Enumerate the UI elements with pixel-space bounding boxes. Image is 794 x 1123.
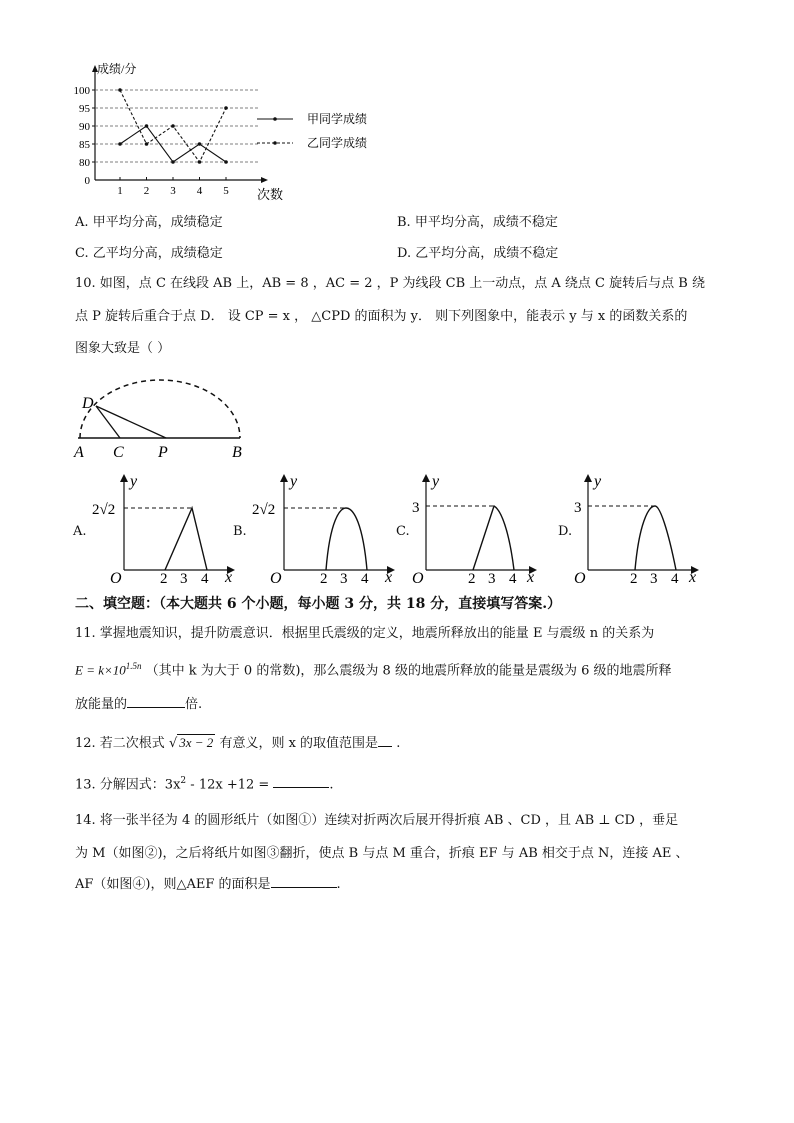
q11-line-2 — [75, 662, 671, 677]
series-jia-point — [145, 124, 149, 128]
series-jia-point — [118, 142, 122, 146]
graph-d-y: y — [594, 473, 602, 490]
graph-b-ymark: 2√2 — [252, 502, 276, 518]
sqrt-sign: √ — [168, 736, 178, 751]
graph-d-curve — [635, 506, 676, 570]
q11-line-3-post: 倍. — [185, 697, 203, 712]
graph-d-x: x — [689, 569, 697, 585]
legend-jia-label: 甲同学成绩 — [307, 112, 368, 126]
q13-post: - 12x +12 = — [186, 777, 270, 793]
chart-x-tick-label: 1 — [117, 185, 123, 197]
graph-a-option: A. — [73, 524, 87, 539]
q10-semicircle-figure — [70, 368, 250, 463]
q12-line — [75, 736, 400, 750]
graph-a-tick-3: 3 — [180, 571, 188, 585]
graph-c — [406, 470, 556, 585]
graph-b-option: B. — [233, 524, 247, 539]
graph-c-y: y — [432, 473, 440, 490]
graph-c-tick-3: 3 — [488, 571, 496, 585]
q11-line-2-rest: （其中 k 为大于 0 的常数)，那么震级为 8 级的地震所释放的能量是震级为 6 级的地震所释 — [145, 663, 672, 679]
graph-b-curve — [326, 508, 367, 570]
q14-line-2: 为 M（如图②)，之后将纸片如图③翻折，使点 B 与点 M 重合，折痕 EF 与 AB 相交于点 N，连接 AE 、 — [75, 846, 689, 861]
q14-line-1: 14. 将一张半径为 4 的圆形纸片（如图①）连续对折两次后展开得折痕 AB 、CD ，且 AB ⊥ CD ，垂足 — [75, 813, 679, 828]
q13-sup: 2 — [180, 776, 187, 786]
graph-a-ymark: 2√2 — [92, 502, 116, 518]
q13-end: . — [329, 777, 334, 793]
q14-line-3 — [75, 878, 341, 891]
series-yi-point — [198, 160, 202, 164]
graph-b-tick-3: 3 — [340, 571, 348, 585]
label-c: C — [113, 444, 124, 461]
q14-answer-blank[interactable] — [271, 887, 337, 888]
q14-line-3-pre: AF（如图④)，则△AEF 的面积是 — [75, 877, 271, 892]
label-d: D — [82, 395, 94, 412]
graph-a — [88, 470, 238, 585]
graph-a-x: x — [225, 569, 233, 585]
graph-a-curve — [165, 508, 207, 570]
score-line-chart — [60, 58, 400, 208]
q13-line — [75, 777, 334, 791]
q10-line-3: 图象大致是（ ） — [75, 341, 171, 356]
q11-line-3-pre: 放能量的 — [75, 697, 128, 712]
graph-d-option: D. — [558, 524, 573, 539]
chart-x-arrow — [261, 177, 268, 183]
series-yi-point — [224, 106, 228, 110]
q10-answer-graphs — [70, 470, 720, 585]
q10-line-2: 点 P 旋转后重合于点 D． 设 CP = x ， △CPD 的面积为 y． 则下列图象中，能表示 y 与 x 的函数关系的 — [75, 309, 688, 324]
graph-c-ymark: 3 — [412, 500, 420, 516]
q14-line-3-post: . — [336, 877, 341, 892]
graph-c-option: C. — [396, 524, 410, 539]
series-yi-point — [171, 124, 175, 128]
legend-jia-marker — [273, 117, 277, 121]
q11-line-1: 11. 掌握地震知识，提升防震意识．根据里氏震级的定义，地震所释放出的能量 E 与震级 n 的关系为 — [75, 626, 655, 641]
chart-y-tick-label: 90 — [79, 121, 90, 133]
graph-d-tick-4: 4 — [671, 571, 679, 585]
graph-c-curve — [473, 506, 514, 570]
series-yi-point — [118, 88, 122, 92]
q9-option-c: C. 乙平均分高，成绩稳定 — [75, 246, 223, 261]
graph-a-tick-4: 4 — [201, 571, 209, 585]
chart-x-tick-label: 4 — [196, 185, 203, 197]
chart-x-tick-label: 2 — [143, 185, 150, 197]
graph-a-tick-2: 2 — [160, 571, 168, 585]
graph-c-tick-2: 2 — [468, 571, 476, 585]
q9-option-a: A. 甲平均分高，成绩稳定 — [75, 215, 223, 230]
q11-line-3 — [75, 698, 202, 711]
q11-formula: E = k×10 — [75, 662, 126, 678]
graph-a-y: y — [130, 473, 138, 490]
graph-d-origin: O — [574, 570, 586, 585]
q12-end: . — [396, 736, 401, 751]
graph-c-origin: O — [412, 570, 424, 585]
q13-pre: 13. 分解因式：3x — [75, 777, 181, 793]
graph-a-origin: O — [110, 570, 122, 585]
legend-yi-marker — [273, 141, 277, 145]
series-jia-point — [224, 160, 228, 164]
graph-d-tick-2: 2 — [630, 571, 638, 585]
series-jia-point — [171, 160, 175, 164]
q12-post: 有意义，则 x 的取值范围是 — [219, 736, 379, 751]
chart-y-tick-label: 80 — [79, 157, 90, 169]
chart-y-title: 成绩/分 — [97, 62, 137, 76]
graph-c-tick-4: 4 — [509, 571, 517, 585]
graph-d-ymark: 3 — [574, 500, 582, 516]
graph-d — [568, 470, 718, 585]
section-2-heading: 二、填空题：（本大题共 6 个小题，每小题 3 分，共 18 分，直接填写答案.） — [75, 596, 562, 612]
label-b: B — [232, 444, 242, 461]
q11-answer-blank[interactable] — [127, 707, 185, 708]
chart-y-tick-label: 85 — [79, 139, 90, 151]
graph-c-x: x — [527, 569, 535, 585]
q10-line-1: 10. 如图，点 C 在线段 AB 上，AB = 8 ，AC = 2 ，P 为线段 CB 上一动点，点 A 绕点 C 旋转后与点 B 绕 — [75, 276, 705, 291]
label-p: P — [158, 444, 168, 461]
q9-option-d: D. 乙平均分高，成绩不稳定 — [397, 246, 559, 261]
chart-x-tick-label: 5 — [223, 185, 229, 197]
graph-b — [248, 470, 398, 585]
q9-option-b: B. 甲平均分高，成绩不稳定 — [397, 215, 558, 230]
q11-exponent: 1.5n — [125, 661, 142, 671]
chart-y-tick-label: 0 — [84, 175, 90, 187]
chart-x-title: 次数 — [257, 187, 284, 202]
segment-dp — [96, 406, 166, 438]
chart-x-tick-label: 3 — [170, 185, 176, 197]
chart-y-tick-label: 100 — [73, 85, 90, 97]
label-a: A — [74, 444, 84, 461]
series-yi-point — [145, 142, 149, 146]
q12-radicand: 3x − 2 — [179, 735, 214, 750]
q12-pre: 12. 若二次根式 — [75, 736, 165, 751]
graph-b-x: x — [385, 569, 393, 585]
graph-b-tick-4: 4 — [361, 571, 369, 585]
q13-answer-blank[interactable] — [273, 787, 329, 788]
legend-yi-label: 乙同学成绩 — [307, 136, 368, 150]
graph-b-origin: O — [270, 570, 282, 585]
chart-y-tick-label: 95 — [79, 103, 90, 115]
graph-b-y: y — [290, 473, 298, 490]
series-jia-point — [198, 142, 202, 146]
graph-b-tick-2: 2 — [320, 571, 328, 585]
graph-d-tick-3: 3 — [650, 571, 658, 585]
q12-answer-blank[interactable] — [378, 746, 392, 747]
